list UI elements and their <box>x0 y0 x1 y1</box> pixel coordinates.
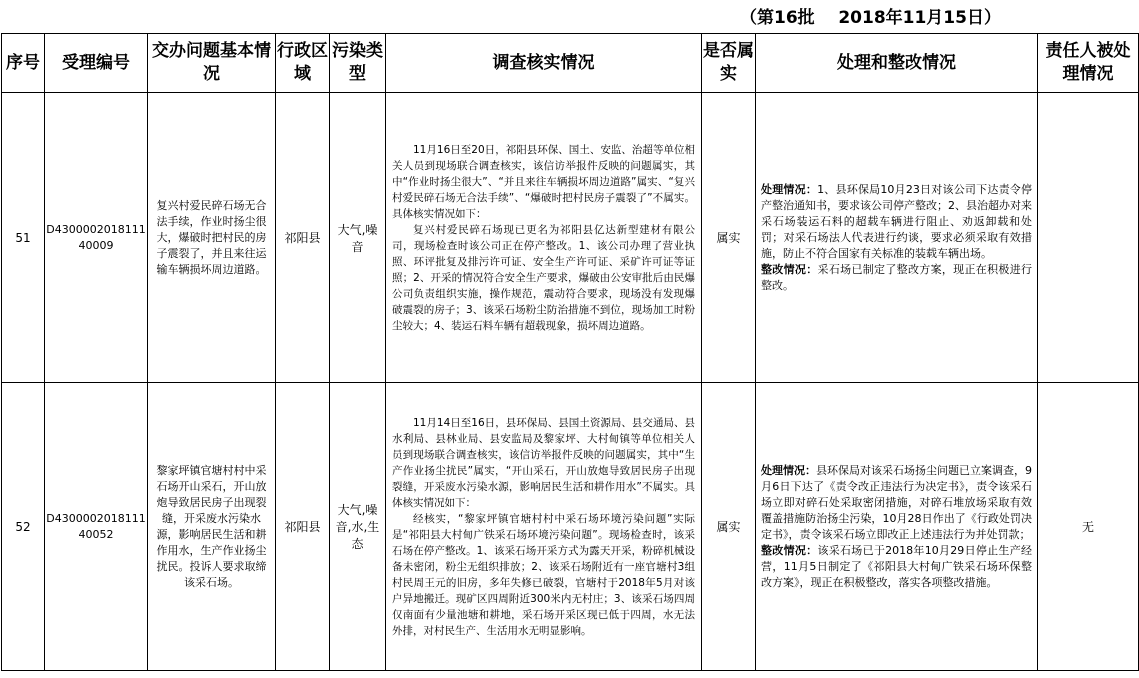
rectify-text: 该采石场已于2018年10月29日停止生产经营，11月5日制定了《祁阳县大村甸广铁采石场环保整改方案》，现正在积极整改，落实各项整改措施。 <box>761 543 1032 589</box>
cell-handling <box>756 383 1038 671</box>
cell-verified: 属实 <box>702 93 756 383</box>
cell-acceptance-no: D430000201811140009 <box>45 93 148 383</box>
handling-label: 处理情况： <box>761 182 818 196</box>
cell-investigation <box>386 93 702 383</box>
cell-pollution: 大气,噪音,水,生态 <box>330 383 386 671</box>
header-pollution: 污染类型 <box>330 34 386 93</box>
cell-handling <box>756 93 1038 383</box>
cell-issue: 黎家坪镇官塘村村中采石场开山采石，开山放炮导致居民房子出现裂缝，开采废水污染水源，影响居民生活和耕作用水，生产作业扬尘扰民。投诉人要求取缔该采石场。 <box>148 383 276 671</box>
investigation-details: 复兴村爱民碎石场现已更名为祁阳县亿达新型建材有限公司，现场检查时该公司正在停产整改。1、该公司办理了营业执照、环评批复及排污许可证、安全生产许可证、采矿许可证等证照；2、开采的情况符合安全生产要求，爆破由公安审批后由民爆公司负责组织实施，操作规范，震动符合要求，现场没有发现爆破震裂的房子；3、该采石场粉尘防治措施不到位，现场加工时粉尘较大；4、装运石料车辆有超载现象，损坏周边道路。 <box>392 223 695 332</box>
batch-info: （第16批 2018年11月15日） <box>740 8 1001 28</box>
header-seq: 序号 <box>2 34 45 93</box>
complaint-table <box>1 33 1139 671</box>
investigation-summary: 11月14日至16日，县环保局、县国土资源局、县交通局、县水利局、县林业局、县安监局及黎家坪、大村甸镇等单位相关人员到现场联合调查核实，该信访举报件反映的问题属实，其中“生产作业扬尘扰民”属实，“开山采石，开山放炮导致居民房子出现裂缝，开采废水污染水源，影响居民生活和耕作用水”不属实。具体核实情况如下： <box>392 416 695 509</box>
cell-region: 祁阳县 <box>276 383 330 671</box>
rectify-text: 采石场已制定了整改方案，现正在积极进行整改。 <box>761 262 1033 292</box>
cell-verified: 属实 <box>702 383 756 671</box>
handling-text: 县环保局对该采石场扬尘问题已立案调查，9月6日下达了《责令改正违法行为决定书》，责令该采石场立即对碎石处采取密闭措施，对碎石堆放场采取有效覆盖措施防治扬尘污染，10月28日作出了《行政处罚决定书》，责令该采石场立即改正上述违法行为并处罚款； <box>761 463 1032 541</box>
table-row <box>2 383 1139 671</box>
header-issue: 交办问题基本情况 <box>148 34 276 93</box>
handling-label: 处理情况： <box>761 463 816 477</box>
cell-issue: 复兴村爱民碎石场无合法手续，作业时扬尘很大，爆破时把村民的房子震裂了，并且来往运输车辆损坏周边道路。 <box>148 93 276 383</box>
cell-pollution: 大气,噪音 <box>330 93 386 383</box>
cell-region: 祁阳县 <box>276 93 330 383</box>
cell-seq: 51 <box>2 93 45 383</box>
cell-accountability <box>1038 93 1139 383</box>
header-verified: 是否属实 <box>702 34 756 93</box>
header-handling: 处理和整改情况 <box>756 34 1038 93</box>
cell-acceptance-no: D430000201811140052 <box>45 383 148 671</box>
investigation-summary: 11月16日至20日，祁阳县环保、国土、安监、治超等单位相关人员到现场联合调查核实，该信访举报件反映的问题属实，其中“作业时扬尘很大”、“并且来往车辆损坏周边道路”属实、“复兴村爱民碎石场无合法手续”、“爆破时把村民房子震裂了”不属实。具体核实情况如下： <box>392 143 695 220</box>
investigation-details: 经核实，“黎家坪镇官塘村村中采石场环境污染问题”实际是“祁阳县大村甸广铁采石场环境污染问题”。现场检查时，该采石场在停产整改。1、该采石场开采方式为露天开采，粉碎机械设备未密闭，粉尘无组织排放；2、该采石场附近有一座官塘村3组村民周王元的旧房，多年失修已破裂，官塘村于2018年5月对该户异地搬迁。现矿区四周附近300米内无村庄；3、该采石场四周仅南面有少量池塘和耕地，采石场开采区现已低于四周，水无法外排，对村民生产、生活用水无明显影响。 <box>392 512 695 637</box>
table-row <box>2 93 1139 383</box>
header-acceptance-no: 受理编号 <box>45 34 148 93</box>
header-region: 行政区域 <box>276 34 330 93</box>
header-investigation: 调查核实情况 <box>386 34 702 93</box>
header-accountability: 责任人被处理情况 <box>1038 34 1139 93</box>
header-row <box>2 34 1139 93</box>
cell-investigation <box>386 383 702 671</box>
rectify-label: 整改情况： <box>761 543 818 557</box>
handling-text: 1、县环保局10月23日对该公司下达责令停产整治通知书，要求该公司停产整改；2、县治超办对来采石场装运石料的超载车辆进行阻止、劝返卸载和处罚；对采石场法人代表进行约谈，要求必须采取有效措施，防止不符合国家有关标准的装载车辆出场。 <box>761 182 1032 260</box>
cell-accountability: 无 <box>1038 383 1139 671</box>
rectify-label: 整改情况： <box>761 262 818 276</box>
cell-seq: 52 <box>2 383 45 671</box>
